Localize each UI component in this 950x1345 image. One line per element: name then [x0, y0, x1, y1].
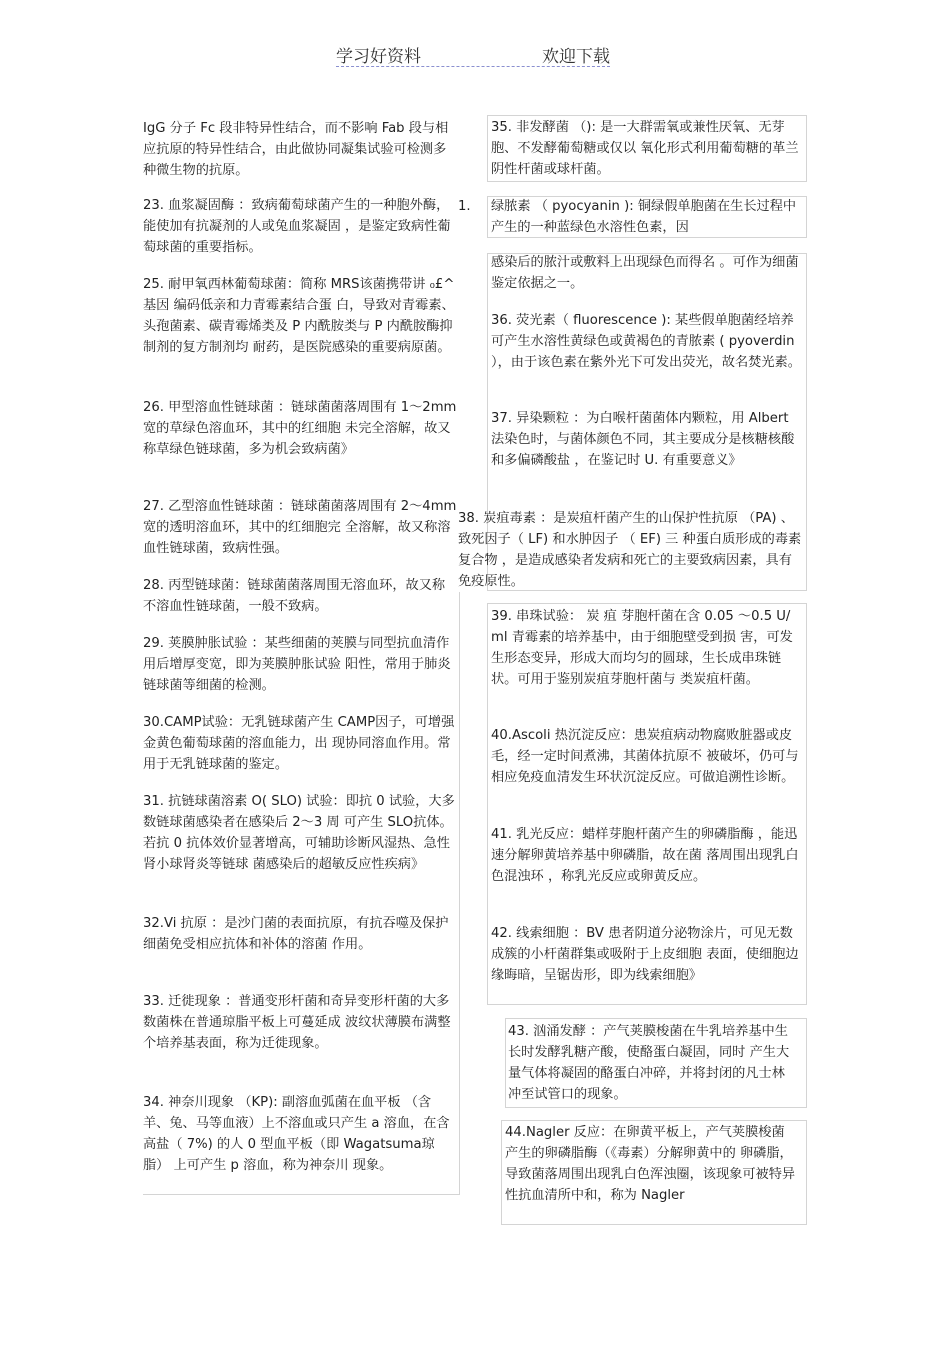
paragraph-39: 39. 串珠试验： 炭 疽 芽胞杆菌在含 0.05 ～0.5 U/ ml 青霉素的培养基中，由于细胞壁受到损 害，可发生形态变异，形成大而均匀的圆球，生长成串珠链状。可用于鉴别炭疽芽胞杆菌与 类炭疽杆菌。: [491, 609, 793, 687]
paragraph-pyocyanin-cont: 感染后的脓汁或敷料上出现绿色而得名 。可作为细菌鉴定依据之一。: [491, 255, 799, 291]
paragraph-40: 40.Ascoli 热沉淀反应：患炭疽病动物腐败脏器或皮毛，经一定时间煮沸，其菌体抗原不 被破坏，仍可与相应免疫血清发生环状沉淀反应。可做追溯性诊断。: [491, 728, 799, 785]
paragraph-29: 29. 荚膜肿胀试验 ：某些细菌的荚膜与同型抗血清作用后增厚变宽，即为荚膜肿胀试验 阳性，常用于肺炎链球菌等细菌的检测。: [143, 636, 451, 693]
paragraph-27: 27. 乙型溶血性链球菌 ：链球菌菌落周围有 2～4mm宽的透明溶血环，其中的红细胞完 全溶解，故又称溶血性链球菌，致病性强。: [143, 499, 457, 556]
page-header: [336, 42, 610, 67]
paragraph-25: 25. 耐甲氧西林葡萄球菌：简称 MRS该菌携带讲 ₀£^基因 编码低亲和力青霉素结合蛋 白，导致对青霉素、头孢菌素、碳青霉烯类及 P 内酰胺类与 P 内酰胺酶抑制剂的复方制剂均 耐药，是医院感染的重要病原菌。: [143, 277, 455, 355]
paragraph-pyocyanin: 绿脓素 （ pyocyanin ): 铜绿假单胞菌在生长过程中产生的一种蓝绿色水溶性色素，因: [491, 199, 797, 235]
paragraph-26: 26. 甲型溶血性链球菌 ：链球菌菌落周围有 1～2mm宽的草绿色溶血环，其中的红细胞 未完全溶解，故又称草绿色链球菌，多为机会致病菌》: [143, 400, 457, 457]
paragraph-37: 37. 异染颗粒 ：为白喉杆菌菌体内颗粒，用 Albert 法染色时，与菌体颜色不同，其主要成分是核糖核酸和多偏磷酸盐 ，在鉴记时 U. 有重要意义》: [491, 411, 795, 468]
paragraph-38: 38. 炭疽毒素 ：是炭疽杆菌产生的山保护性抗原 （PA) 、致死因子（ LF) 和水肿因子 （ EF) 三 种蛋白质形成的毒素复合物 ，是造成感染者发病和死亡的主要致病因素，具有免疫原性。: [458, 511, 802, 589]
paragraph-35: 35. 非发酵菌 （): 是一大群需氧或兼性厌氧、无芽胞、不发酵葡萄糖或仅以 氧化形式利用葡萄糖的革兰阴性杆菌或球杆菌。: [491, 120, 799, 177]
header-left-text: 学习好资料: [336, 47, 421, 67]
paragraph-31: 31. 抗链球菌溶素 O( SLO) 试验：即抗 0 试验，大多数链球菌感染者在感染后 2～3 周 可产生 SLO抗体。若抗 0 抗体效价显著增高，可辅助诊断风湿热、急性肾小球肾炎等链球 菌感染后的超敏反应性疾病》: [143, 794, 455, 872]
header-right-text: 欢迎下载: [542, 47, 610, 67]
paragraph-44: 44.Nagler 反应：在卵黄平板上，产气荚膜梭菌产生的卵磷脂酶（《毒素）分解卵黄中的 卵磷脂，导致菌落周围出现乳白色浑浊圈，该现象可被特异性抗血清所中和，称为 Nagler: [505, 1125, 796, 1203]
paragraph-igg: IgG 分子 Fc 段非特异性结合，而不影响 Fab 段与相应抗原的特异性结合，由此做协同凝集试验可检测多种微生物的抗原。: [143, 121, 449, 178]
paragraph-30: 30.CAMP试验：无乳链球菌产生 CAMP因子，可增强金黄色葡萄球菌的溶血能力，出 现协同溶血作用。常用于无乳链球菌的鉴定。: [143, 715, 455, 772]
paragraph-34: 34. 神奈川现象 （KP): 副溶血弧菌在血平板 （含羊、兔、马等血液）上不溶血或只产生 a 溶血，在含高盐（ 7%) 的人 0 型血平板（即 Wagatsuma琼脂） 上可产生 p 溶血，称为神奈川 现象。: [143, 1095, 450, 1173]
paragraph-28: 28. 丙型链球菌：链球菌菌落周围无溶血环，故又称不溶血性链球菌，一般不致病。: [143, 578, 446, 614]
left-column-bottom-rule: [143, 1194, 460, 1195]
paragraph-43: 43. 汹涌发酵 ：产气荚膜梭菌在牛乳培养基中生长时发酵乳糖产酸，使酪蛋白凝固，同时 产生大量气体将凝固的酪蛋白冲碎，并将封闭的凡士林冲至试管口的现象。: [508, 1024, 790, 1102]
paragraph-23: 23. 血浆凝固酶 ：致病葡萄球菌产生的一种胞外酶，能使加有抗凝剂的人或兔血浆凝固 ，是鉴定致病性葡萄球菌的重要指标。: [143, 198, 451, 255]
paragraph-41: 41. 乳光反应：蜡样芽胞杆菌产生的卵磷脂酶 ，能迅速分解卵黄培养基中卵磷脂，故在菌 落周围出现乳白色混浊环 ，称乳光反应或卵黄反应。: [491, 827, 799, 884]
list-marker-1: 1.: [458, 199, 471, 214]
left-column-rule: [459, 592, 460, 1195]
paragraph-33: 33. 迁徙现象 ：普通变形杆菌和奇异变形杆菌的大多数菌株在普通琼脂平板上可蔓延成 波纹状薄膜布满整个培养基表面，称为迁徙现象。: [143, 994, 451, 1051]
paragraph-42: 42. 线索细胞 ：BV 患者阴道分泌物涂片，可见无数成簇的小杆菌群集或吸附于上皮细胞 表面，使细胞边缘晦暗，呈锯齿形，即为线索细胞》: [491, 926, 799, 983]
paragraph-36: 36. 荧光素（ fluorescence ): 某些假单胞菌经培养可产生水溶性黄绿色或黄褐色的青脓素 ( pyoverdin ），由于该色素在紫外光下可发出荧光，故名焚光素。: [491, 313, 801, 370]
paragraph-32: 32.Vi 抗原 ：是沙门菌的表面抗原，有抗吞噬及保护细菌免受相应抗体和补体的溶菌 作用。: [143, 916, 449, 952]
